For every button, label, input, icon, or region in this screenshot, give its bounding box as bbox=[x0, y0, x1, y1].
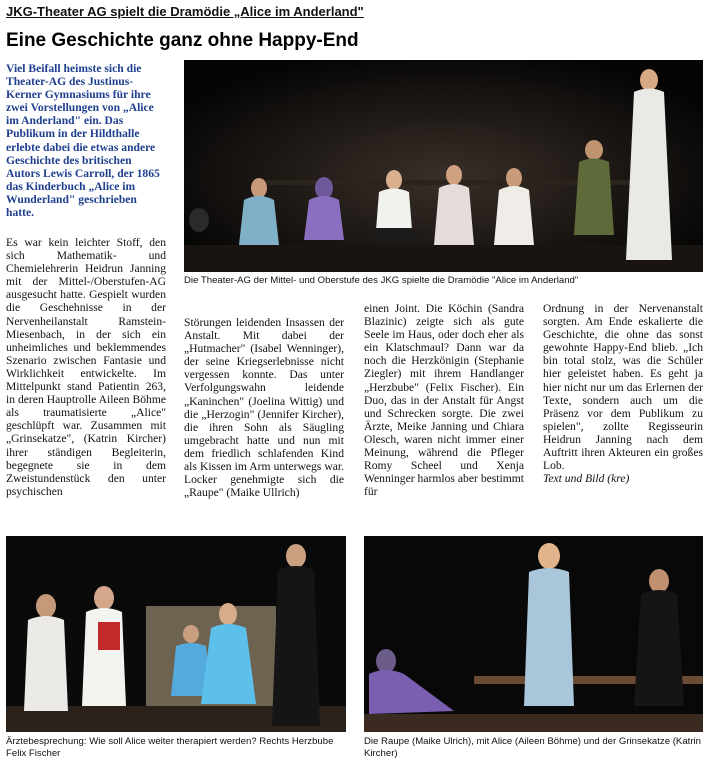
article-column-2 bbox=[184, 316, 344, 499]
article-headline: Eine Geschichte ganz ohne Happy-End bbox=[6, 30, 359, 51]
article-column-4 bbox=[543, 302, 703, 485]
photo-main-caption: Die Theater-AG der Mittel- und Oberstufe des JKG spielte die Dramödie "Alice im Anderland" bbox=[184, 275, 579, 286]
article-kicker: JKG-Theater AG spielt die Dramödie „Alice im Anderland" bbox=[6, 4, 364, 19]
photo-main-stage bbox=[184, 60, 703, 272]
article-lead: Viel Beifall heimste sich die Theater-AG des Justinus-Kerner Gymnasiums für ihre zwei Vorstellungen von „Alice im Anderland" ein. Das Publikum in der Hildthalle erlebte dabei die etwas andere Geschichte des britischen Autors Lewis Carroll, der 1865 das Kinderbuch „Alice im Wunderland" geschrieben hatte. bbox=[6, 62, 160, 220]
photo-caterpillar-caption: Die Raupe (Maike Ulrich), mit Alice (Aileen Böhme) und der Grinsekatze (Katrin Kircher) bbox=[364, 736, 701, 759]
photo-doctors-meeting bbox=[6, 536, 346, 732]
column-1-text: Es war kein leichter Stoff, den sich Mathematik- und Chemielehrerin Heidrun Janning mit der Mittel-/Oberstufen-AG ausgesucht hatte. Gespielt wurden die Geschehnisse in der Nervenheilanstalt Ramstein-Miesenbach, in der sich ein unheimliches und beklemmendes Szenario zwischen Fantasie und Wirklichkeit entwickelte. Im Mittelpunkt stand Patientin 263, in deren Hauptrolle Aileen Böhme als traumatisierte „Alice" geschlüpft war. Zusammen mit „Grinsekatze", (Katrin Kircher) ihrer ständigen Begleiterin, begegnete sie in dem Zweistundenstück den unter psychischen bbox=[6, 236, 166, 498]
column-3-text: einen Joint. Die Köchin (Sandra Blazinic) zeigte sich als gute Seele im Haus, oder doch eher als ein Klatschmaul? Dann war da noch die Herzkönigin (Stephanie Ziegler) mit ihrem Handlanger „Herzbube" (Felix Fischer). Ein Duo, das in der Anstalt für Angst und Schrecken sorgte. Die zwei Ärzte, Meike Janning und Chiara Olesch, waren nicht immer einer Meinung, während die Pfleger Romy Scheel und Xenja Wenninger harmlos aber bestimmt für bbox=[364, 302, 524, 499]
photo-doctors-caption: Ärztebesprechung: Wie soll Alice weiter therapiert werden? Rechts Herzbube Felix Fischer bbox=[6, 736, 334, 759]
article-signature: Text und Bild (kre) bbox=[543, 472, 630, 486]
column-4-text: Ordnung in der Nervenanstalt sorgten. Am Ende eskalierte die Geschichte, die ohne das sonst gewohnte Happy-End blieb. „Ich bin total stolz, was die Schüler hier geleistet haben. Es geht ja hier nicht nur um das Erlernen der Texte, sondern auch um die Präsenz vor dem Publikum zu spielen", zollte Regisseurin Heidrun Janning nach dem Auftritt ihren Akteuren ein großes Lob. bbox=[543, 302, 703, 473]
photo-caterpillar-scene bbox=[364, 536, 703, 732]
column-2-text: Störungen leidenden Insassen der Anstalt. Mit dabei der „Hutmacher" (Isabel Wenninger), der seine Kriegserlebnisse nicht vergessen konnte. Das unter Verfolgungswahn leidende „Kaninchen" (Joelina Wittig) und die „Herzogin" (Jennifer Kircher), die ihren Sohn als Säugling umgebracht hatte und nun mit dem friedlich schlafenden Kind als Kissen im Arm unterwegs war. Locker genehmigte sich die „Raupe" (Maike Ullrich) bbox=[184, 316, 344, 500]
article-column-3 bbox=[364, 302, 524, 498]
article-column-1 bbox=[6, 236, 166, 498]
